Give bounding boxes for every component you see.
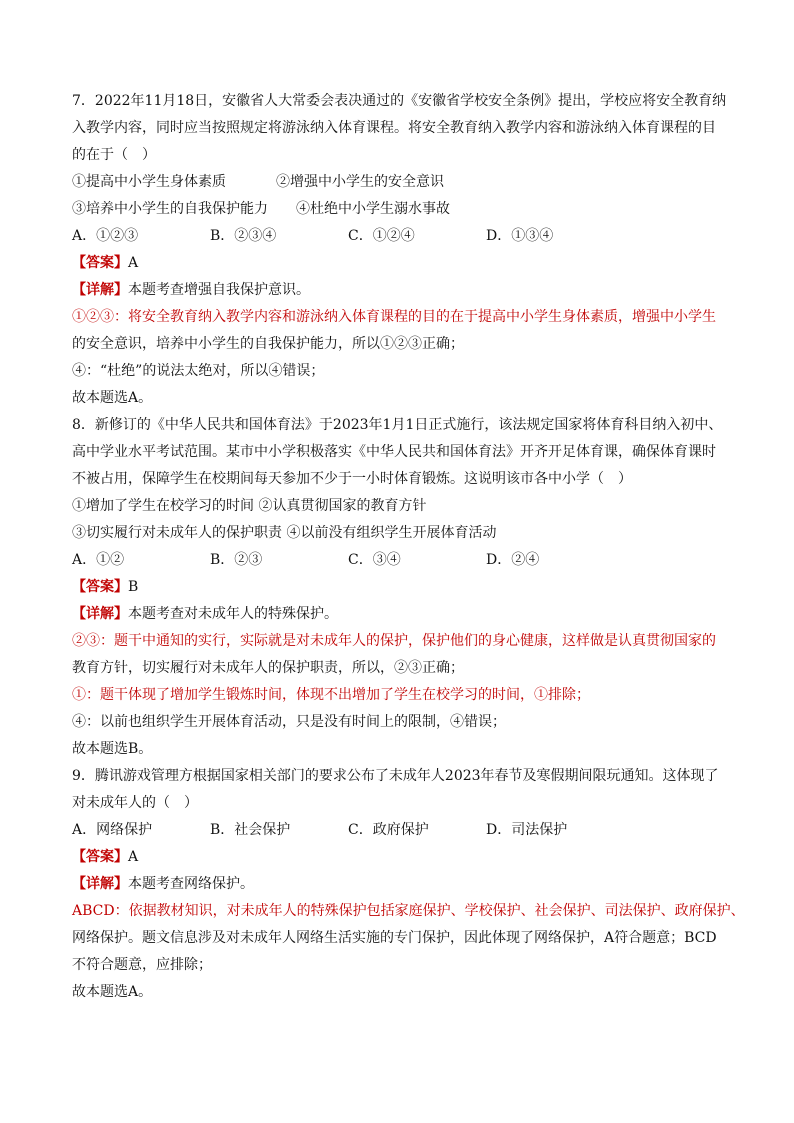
q7-detail-text: 本题考查增强自我保护意识。 [128,282,310,298]
q7-conclusion: 故本题选A。 [72,390,153,406]
q8-detail-text: 本题考查对未成年人的特殊保护。 [128,606,338,622]
q7-statement-4: ④杜绝中小学生溺水事故 [296,201,450,217]
q7-statements-row-1 [72,169,734,196]
q7-answer-value: A [128,255,139,271]
question-8 [72,412,734,763]
q7-detail-tag: 【详解】 [72,282,128,298]
q8-reason-2: ①：题干体现了增加学生锻炼时间，体现不出增加了学生在校学习的时间，①排除； [72,687,590,703]
q8-statements-row-2: ③切实履行对未成年人的保护职责 ④以前没有组织学生开展体育活动 [72,525,497,541]
q9-answer [72,844,734,871]
q8-reason-3: ④：以前也组织学生开展体育活动，只是没有时间上的限制，④错误； [72,714,506,730]
q9-detail-tag: 【详解】 [72,876,128,892]
q8-answer [72,574,734,601]
q7-answer-tag: 【答案】 [72,255,128,271]
q9-stem-line-1: 9．腾讯游戏管理方根据国家相关部门的要求公布了未成年人2023年春节及寒假期间限玩通知。这体现了 [72,768,719,784]
q9-detail-text: 本题考查网络保护。 [128,876,254,892]
q9-reason-1-line-1: ABCD：依据教材知识，对未成年人的特殊保护包括家庭保护、学校保护、社会保护、司法保护、政府保护、 [72,903,745,919]
q7-statement-2: ②增强中小学生的安全意识 [276,174,444,190]
q8-reason-1-line-2: 教育方针，切实履行对未成年人的保护职责，所以，②③正确； [72,660,464,676]
q8-stem-line-2: 高中学业水平考试范围。某市中小学积极落实《中华人民共和国体育法》开齐开足体育课，确保体育课时 [72,444,716,460]
q8-stem-line-1: 8．新修订的《中华人民共和国体育法》于2023年1月1日正式施行，该法规定国家将体育科目纳入初中、 [72,417,723,433]
q7-statement-1: ①提高中小学生身体素质 [72,174,226,190]
q7-detail [72,277,734,304]
question-7 [72,88,734,412]
q7-stem-line-3: 的在于（ ） [72,147,156,163]
q9-options [72,817,734,844]
q9-conclusion: 故本题选A。 [72,984,153,1000]
q7-statements-row-2 [72,196,734,223]
q9-answer-value: A [128,849,139,865]
q8-reason-1-line-1: ②③：题干中通知的实行，实际就是对未成年人的保护，保护他们的身心健康，这样做是认真贯彻国家的 [72,633,716,649]
q9-option-c: C．政府保护 [348,822,429,838]
q9-option-a: A．网络保护 [72,822,153,838]
q9-reason-1-line-2: 网络保护。题文信息涉及对未成年人网络生活实施的专门保护，因此体现了网络保护，A符合题意；BCD [72,930,717,946]
q9-stem-line-2: 对未成年人的（ ） [72,795,198,811]
q7-answer [72,250,734,277]
q8-option-b: B．②③ [210,552,263,568]
q8-option-d: D．②④ [486,552,540,568]
q9-answer-tag: 【答案】 [72,849,128,865]
q7-stem-line-2: 入教学内容，同时应当按照规定将游泳纳入体育课程。将安全教育纳入教学内容和游泳纳入体育课程的目 [72,120,716,136]
q9-reason-1-line-3: 不符合题意，应排除； [72,957,212,973]
q8-answer-tag: 【答案】 [72,579,128,595]
q8-stem-line-3: 不被占用，保障学生在校期间每天参加不少于一小时体育锻炼。这说明该市各中小学（ ） [72,471,632,487]
q7-options [72,223,734,250]
q7-statement-3: ③培养中小学生的自我保护能力 [72,201,268,217]
q8-conclusion: 故本题选B。 [72,741,153,757]
q8-option-a: A．①② [72,552,125,568]
question-9 [72,763,745,1006]
q8-option-c: C．③④ [348,552,401,568]
q7-option-b: B．②③④ [210,228,277,244]
q8-statements-row-1: ①增加了学生在校学习的时间 ②认真贯彻国家的教育方针 [72,498,427,514]
q9-detail [72,871,734,898]
q8-options [72,547,734,574]
q8-detail [72,601,734,628]
q7-reason-1-line-2: 的安全意识，培养中小学生的自我保护能力，所以①②③正确； [72,336,464,352]
q7-reason-1-line-1: ①②③：将安全教育纳入教学内容和游泳纳入体育课程的目的在于提高中小学生身体素质，增强中小学生 [72,309,716,325]
q7-stem-line-1: 7．2022年11月18日，安徽省人大常委会表决通过的《安徽省学校安全条例》提出，学校应将安全教育纳 [72,93,727,109]
q9-option-d: D．司法保护 [486,822,568,838]
q7-option-c: C．①②④ [348,228,415,244]
q8-answer-value: B [128,579,139,595]
q9-option-b: B．社会保护 [210,822,291,838]
q7-option-d: D．①③④ [486,228,554,244]
q7-option-a: A．①②③ [72,228,139,244]
q8-detail-tag: 【详解】 [72,606,128,622]
q7-reason-2: ④：“杜绝”的说法太绝对，所以④错误； [72,363,325,379]
